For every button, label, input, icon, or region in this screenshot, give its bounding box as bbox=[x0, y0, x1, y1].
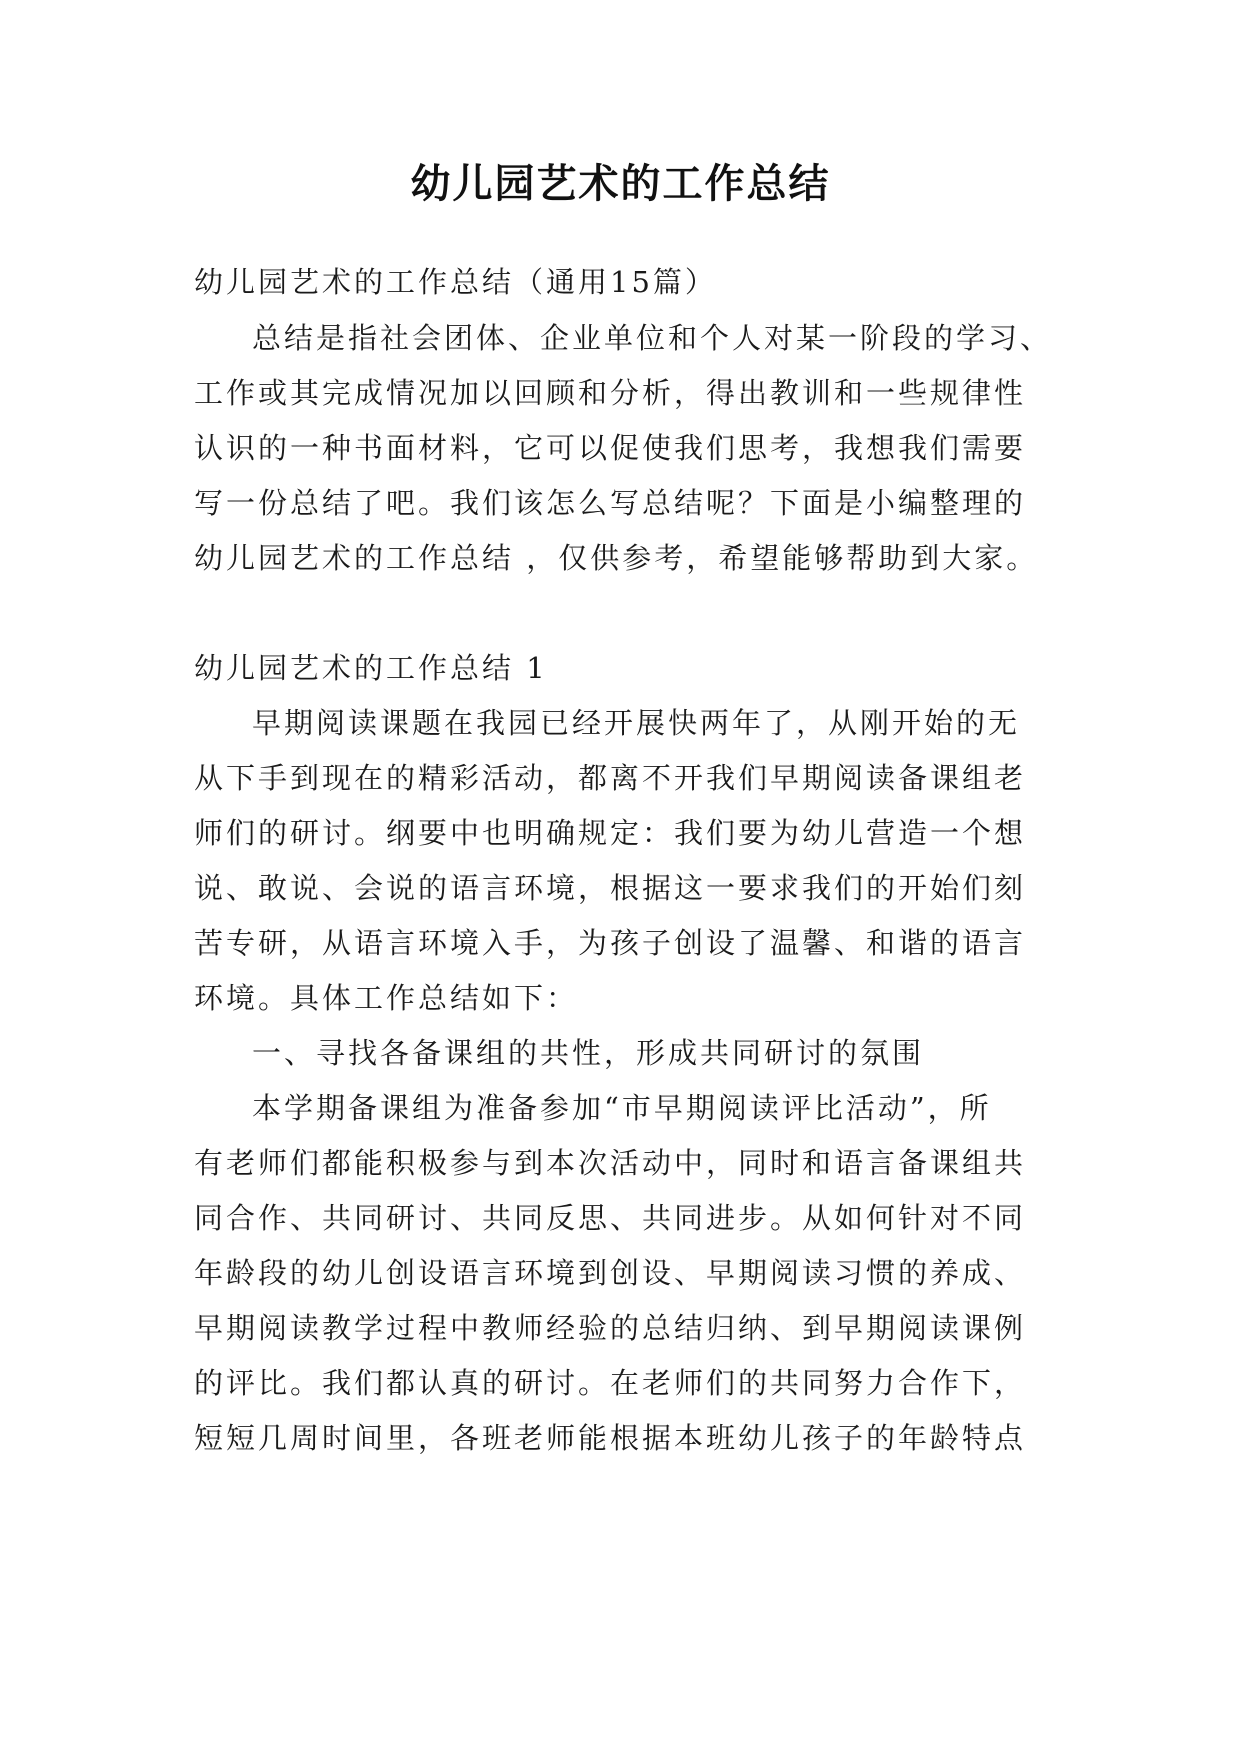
intro-line: 幼儿园艺术的工作总结 ，仅供参考，希望能够帮助到大家。 bbox=[194, 541, 1039, 575]
intro-line: 工作或其完成情况加以回顾和分析，得出教训和一些规律性 bbox=[194, 376, 1027, 410]
body-line: 环境。具体工作总结如下： bbox=[194, 981, 579, 1015]
body-line: 苦专研，从语言环境入手，为孩子创设了温馨、和谐的语言 bbox=[194, 926, 1027, 960]
document-subtitle: 幼儿园艺术的工作总结（通用15篇） bbox=[194, 265, 717, 299]
body-line: 短短几周时间里，各班老师能根据本班幼儿孩子的年龄特点 bbox=[194, 1421, 1027, 1455]
body-line: 本学期备课组为准备参加“市早期阅读评比活动”，所 bbox=[252, 1091, 992, 1125]
body-line: 早期阅读课题在我园已经开展快两年了，从刚开始的无 bbox=[252, 706, 1021, 740]
body-line: 说、敢说、会说的语言环境，根据这一要求我们的开始们刻 bbox=[194, 871, 1027, 905]
body-subheading: 一、寻找各备课组的共性，形成共同研讨的氛围 bbox=[252, 1036, 925, 1070]
section-heading: 幼儿园艺术的工作总结 1 bbox=[194, 651, 548, 685]
body-line: 同合作、共同研讨、共同反思、共同进步。从如何针对不同 bbox=[194, 1201, 1027, 1235]
body-line: 有老师们都能积极参与到本次活动中，同时和语言备课组共 bbox=[194, 1146, 1027, 1180]
document-title: 幼儿园艺术的工作总结 bbox=[410, 160, 831, 207]
intro-line: 总结是指社会团体、企业单位和个人对某一阶段的学习、 bbox=[252, 321, 1053, 355]
body-line: 师们的研讨。纲要中也明确规定：我们要为幼儿营造一个想 bbox=[194, 816, 1027, 850]
intro-line: 写一份总结了吧。我们该怎么写总结呢？下面是小编整理的 bbox=[194, 486, 1027, 520]
body-line: 年龄段的幼儿创设语言环境到创设、早期阅读习惯的养成、 bbox=[194, 1256, 1027, 1290]
body-line: 从下手到现在的精彩活动，都离不开我们早期阅读备课组老 bbox=[194, 761, 1027, 795]
body-line: 的评比。我们都认真的研讨。在老师们的共同努力合作下， bbox=[194, 1366, 1027, 1400]
body-line: 早期阅读教学过程中教师经验的总结归纳、到早期阅读课例 bbox=[194, 1311, 1027, 1345]
intro-line: 认识的一种书面材料，它可以促使我们思考，我想我们需要 bbox=[194, 431, 1027, 465]
